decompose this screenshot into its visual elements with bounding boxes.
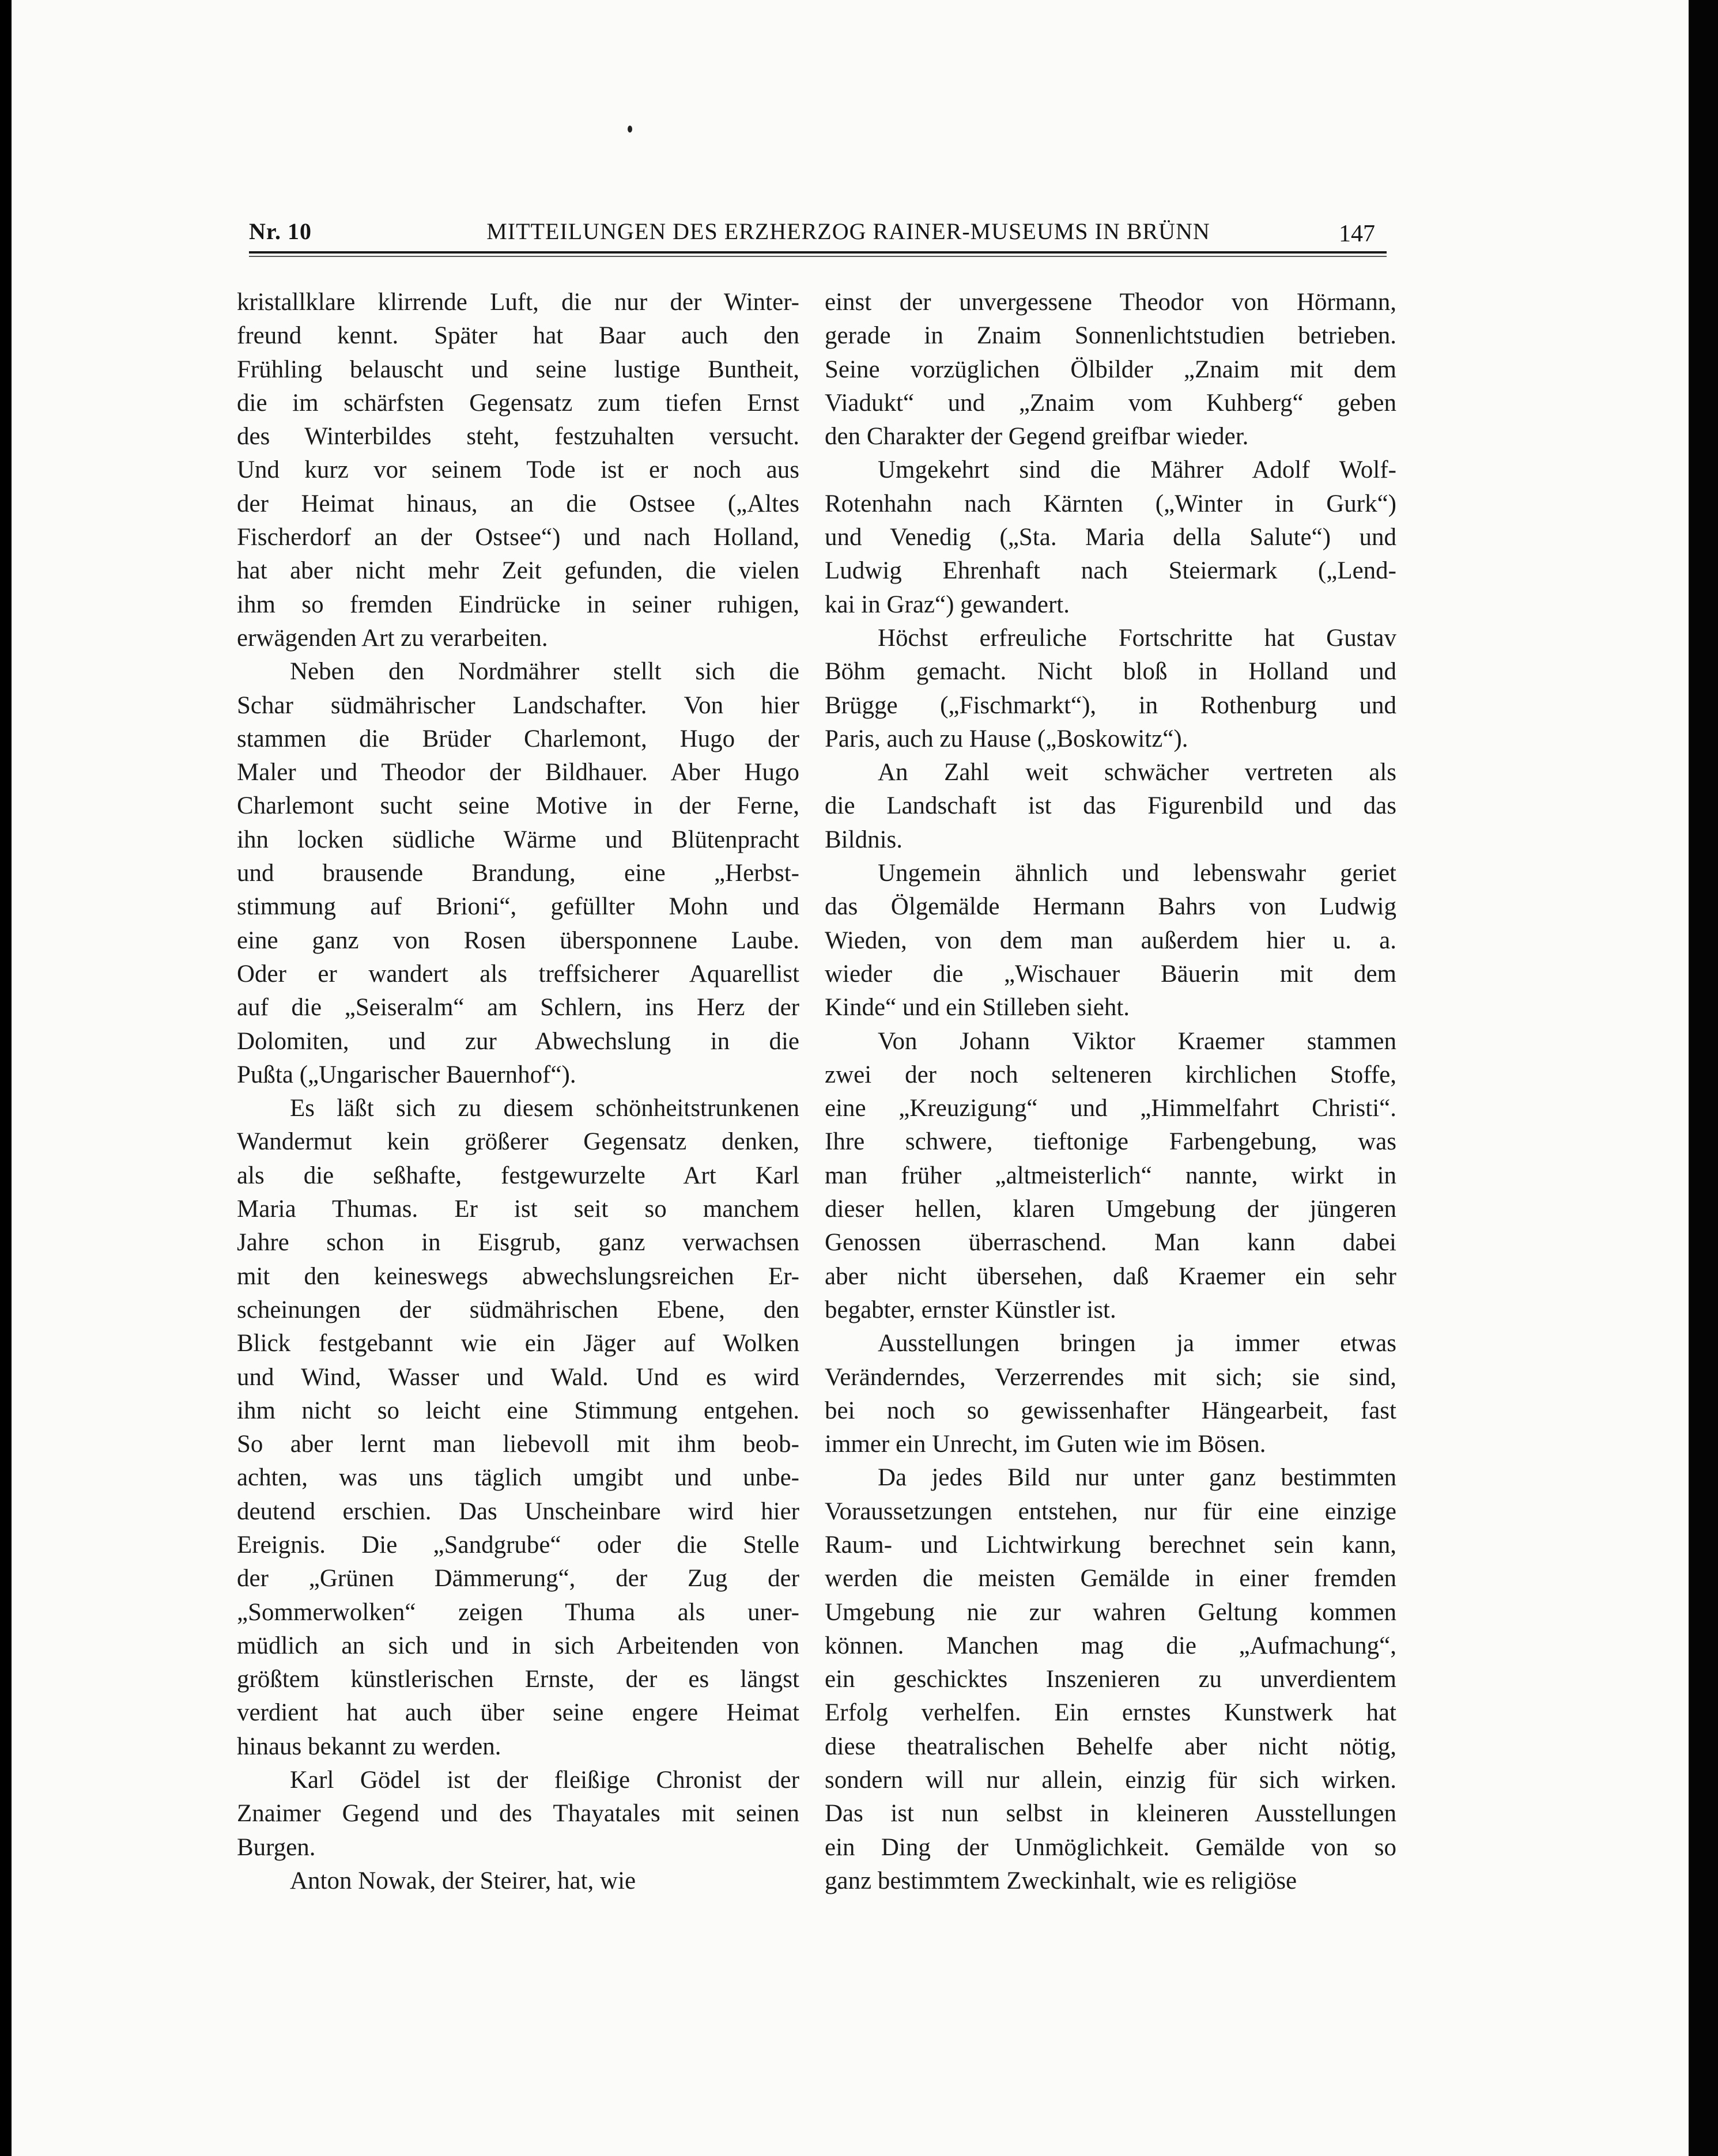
left-column-line: Wandermut kein größerer Gegensatz denken,: [237, 1128, 799, 1156]
right-column-line: ein Ding der Unmöglichkeit. Gemälde von so: [825, 1833, 1396, 1861]
header-rule-thin: [249, 256, 1387, 257]
left-column-line: Blick festgebannt wie ein Jäger auf Wolken: [237, 1330, 799, 1357]
left-column-line: achten, was uns täglich umgibt und unbe-: [237, 1464, 799, 1492]
left-column-line: Schar südmährischer Landschafter. Von hier: [237, 691, 799, 719]
left-column-line: und Wind, Wasser und Wald. Und es wird: [237, 1363, 799, 1391]
right-column-line: Ungemein ähnlich und lebenswahr geriet: [878, 860, 1396, 887]
left-column-line: Maria Thumas. Er ist seit so manchem: [237, 1196, 799, 1223]
right-column-line: Wieden, von dem man außerdem hier u. a.: [825, 926, 1396, 954]
right-column-line: Ausstellungen bringen ja immer etwas: [878, 1330, 1396, 1357]
right-column-line: An Zahl weit schwächer vertreten als: [878, 759, 1396, 786]
left-column-line: ihm so fremden Eindrücke in seiner ruhigen,: [237, 591, 799, 618]
right-column-line: zwei der noch selteneren kirchlichen Stoffe,: [825, 1061, 1396, 1088]
left-column-line: Fischerdorf an der Ostsee“) und nach Holland,: [237, 524, 799, 551]
right-column-line: und Venedig („Sta. Maria della Salute“) und: [825, 524, 1396, 551]
right-column-line: werden die meisten Gemälde in einer fremden: [825, 1565, 1396, 1593]
left-column-line: Maler und Theodor der Bildhauer. Aber Hugo: [237, 759, 799, 786]
right-column-line: Höchst erfreuliche Fortschritte hat Gustav: [878, 624, 1396, 652]
right-column-line: Kinde“ und ein Stilleben sieht.: [825, 994, 1130, 1022]
page-number: 147: [1339, 221, 1375, 247]
left-column-line: hinaus bekannt zu werden.: [237, 1733, 501, 1760]
left-column-line: der Heimat hinaus, an die Ostsee („Altes: [237, 490, 799, 517]
right-column-line: kai in Graz“) gewandert.: [825, 591, 1070, 618]
right-column-line: aber nicht übersehen, daß Kraemer ein sehr: [825, 1262, 1396, 1290]
left-column-line: auf die „Seiseralm“ am Schlern, ins Herz der: [237, 994, 799, 1022]
left-column-line: müdlich an sich und in sich Arbeitenden von: [237, 1632, 799, 1659]
left-column-line: Pußta („Ungarischer Bauernhof“).: [237, 1061, 576, 1088]
left-column-line: stammen die Brüder Charlemont, Hugo der: [237, 725, 799, 752]
journal-title: MITTEILUNGEN DES ERZHERZOG RAINER-MUSEUMS IN BRÜNN: [486, 218, 1210, 244]
right-column-line: Böhm gemacht. Nicht bloß in Holland und: [825, 658, 1396, 686]
right-column-line: Da jedes Bild nur unter ganz bestimmten: [878, 1464, 1396, 1492]
left-column-line: Karl Gödel ist der fleißige Chronist der: [290, 1767, 799, 1794]
left-column-line: Es läßt sich zu diesem schönheitstrunkenen: [290, 1095, 799, 1122]
right-column-line: können. Manchen mag die „Aufmachung“,: [825, 1632, 1396, 1659]
right-column-line: wieder die „Wischauer Bäuerin mit dem: [825, 960, 1396, 988]
right-column-line: Ludwig Ehrenhaft nach Steiermark („Lend-: [825, 557, 1396, 585]
left-column-line: Dolomiten, und zur Abwechslung in die: [237, 1027, 799, 1055]
right-column-line: den Charakter der Gegend greifbar wieder.: [825, 423, 1249, 451]
right-column-line: Voraussetzungen entstehen, nur für eine einzige: [825, 1497, 1396, 1525]
left-column-line: Znaimer Gegend und des Thayatales mit seinen: [237, 1800, 799, 1828]
left-column-line: verdient hat auch über seine engere Heimat: [237, 1699, 799, 1727]
left-column-line: Neben den Nordmährer stellt sich die: [290, 658, 799, 686]
left-column-line: die im schärfsten Gegensatz zum tiefen Ernst: [237, 389, 799, 417]
right-column-line: Viadukt“ und „Znaim vom Kuhberg“ geben: [825, 389, 1396, 417]
right-column-line: Raum- und Lichtwirkung berechnet sein kann,: [825, 1531, 1396, 1559]
right-column-line: dieser hellen, klaren Umgebung der jüngeren: [825, 1196, 1396, 1223]
left-column-line: mit den keineswegs abwechslungsreichen Er-: [237, 1262, 799, 1290]
left-column-line: und brausende Brandung, eine „Herbst-: [237, 860, 799, 887]
right-column-line: Seine vorzüglichen Ölbilder „Znaim mit dem: [825, 355, 1396, 383]
right-column-line: Veränderndes, Verzerrendes mit sich; sie sind,: [825, 1363, 1396, 1391]
left-column: [237, 286, 799, 1898]
left-column-line: ihn locken südliche Wärme und Blütenpracht: [237, 826, 799, 853]
left-column-line: Jahre schon in Eisgrub, ganz verwachsen: [237, 1229, 799, 1257]
left-column-line: Ereignis. Die „Sandgrube“ oder die Stelle: [237, 1531, 799, 1559]
header-rule: [249, 251, 1387, 254]
right-column-line: Das ist nun selbst in kleineren Ausstellungen: [825, 1800, 1396, 1828]
left-column-line: deutend erschien. Das Unscheinbare wird hier: [237, 1497, 799, 1525]
right-column-line: Erfolg verhelfen. Ein ernstes Kunstwerk hat: [825, 1699, 1396, 1727]
left-column-line: größtem künstlerischen Ernste, der es längst: [237, 1666, 799, 1693]
right-column-line: ganz bestimmtem Zweckinhalt, wie es religiöse: [825, 1867, 1297, 1894]
issue-number: Nr. 10: [249, 218, 312, 244]
left-column-line: ihm nicht so leicht eine Stimmung entgehen.: [237, 1397, 799, 1424]
left-column-line: als die seßhafte, festgewurzelte Art Karl: [237, 1162, 799, 1189]
right-column-line: Genossen überraschend. Man kann dabei: [825, 1229, 1396, 1257]
right-column-line: immer ein Unrecht, im Guten wie im Bösen.: [825, 1431, 1266, 1458]
left-column-line: des Winterbildes steht, festzuhalten versucht.: [237, 423, 799, 451]
right-column-line: Ihre schwere, tieftonige Farbengebung, was: [825, 1128, 1396, 1156]
right-column-line: Paris, auch zu Hause („Boskowitz“).: [825, 725, 1188, 752]
scan-border: [1689, 0, 1718, 2156]
right-column-line: man früher „altmeisterlich“ nannte, wirkt in: [825, 1162, 1396, 1189]
scan-speck: [628, 126, 632, 133]
right-column-line: diese theatralischen Behelfe aber nicht nötig,: [825, 1733, 1396, 1760]
right-column-line: Umgebung nie zur wahren Geltung kommen: [825, 1598, 1396, 1626]
right-column-line: gerade in Znaim Sonnenlichtstudien betrieben.: [825, 322, 1396, 350]
document-page: [12, 0, 1689, 2156]
left-column-line: eine ganz von Rosen übersponnene Laube.: [237, 926, 799, 954]
left-column-line: hat aber nicht mehr Zeit gefunden, die vielen: [237, 557, 799, 585]
left-column-line: der „Grünen Dämmerung“, der Zug der: [237, 1565, 799, 1593]
left-column-line: scheinungen der südmährischen Ebene, den: [237, 1296, 799, 1323]
left-column-line: Oder er wandert als treffsicherer Aquarellist: [237, 960, 799, 988]
left-column-line: Frühling belauscht und seine lustige Buntheit,: [237, 355, 799, 383]
right-column-line: sondern will nur allein, einzig für sich wirken.: [825, 1767, 1396, 1794]
right-column-line: einst der unvergessene Theodor von Hörmann,: [825, 289, 1396, 316]
left-column-line: Anton Nowak, der Steirer, hat, wie: [290, 1867, 636, 1894]
running-header: [249, 218, 1387, 255]
left-column-line: Burgen.: [237, 1833, 316, 1861]
right-column-line: Umgekehrt sind die Mährer Adolf Wolf-: [878, 456, 1396, 484]
right-column-line: Von Johann Viktor Kraemer stammen: [878, 1027, 1396, 1055]
left-column-line: So aber lernt man liebevoll mit ihm beob-: [237, 1431, 799, 1458]
left-column-line: „Sommerwolken“ zeigen Thuma als uner-: [237, 1598, 799, 1626]
left-column-line: stimmung auf Brioni“, gefüllter Mohn und: [237, 893, 799, 921]
left-column-line: Und kurz vor seinem Tode ist er noch aus: [237, 456, 799, 484]
left-column-line: kristallklare klirrende Luft, die nur der Winter-: [237, 289, 799, 316]
left-column-line: erwägenden Art zu verarbeiten.: [237, 624, 548, 652]
right-column-line: die Landschaft ist das Figurenbild und das: [825, 792, 1396, 820]
right-column-line: bei noch so gewissenhafter Hängearbeit, fast: [825, 1397, 1396, 1424]
right-column-line: eine „Kreuzigung“ und „Himmelfahrt Christi“.: [825, 1095, 1396, 1122]
right-column-line: Bildnis.: [825, 826, 903, 853]
left-column-line: Charlemont sucht seine Motive in der Ferne,: [237, 792, 799, 820]
left-column-line: freund kennt. Später hat Baar auch den: [237, 322, 799, 350]
right-column-line: Brügge („Fischmarkt“), in Rothenburg und: [825, 691, 1396, 719]
right-column-line: das Ölgemälde Hermann Bahrs von Ludwig: [825, 893, 1396, 921]
right-column: [825, 286, 1396, 1898]
right-column-line: Rotenhahn nach Kärnten („Winter in Gurk“): [825, 490, 1396, 517]
right-column-line: begabter, ernster Künstler ist.: [825, 1296, 1116, 1323]
right-column-line: ein geschicktes Inszenieren zu unverdientem: [825, 1666, 1396, 1693]
